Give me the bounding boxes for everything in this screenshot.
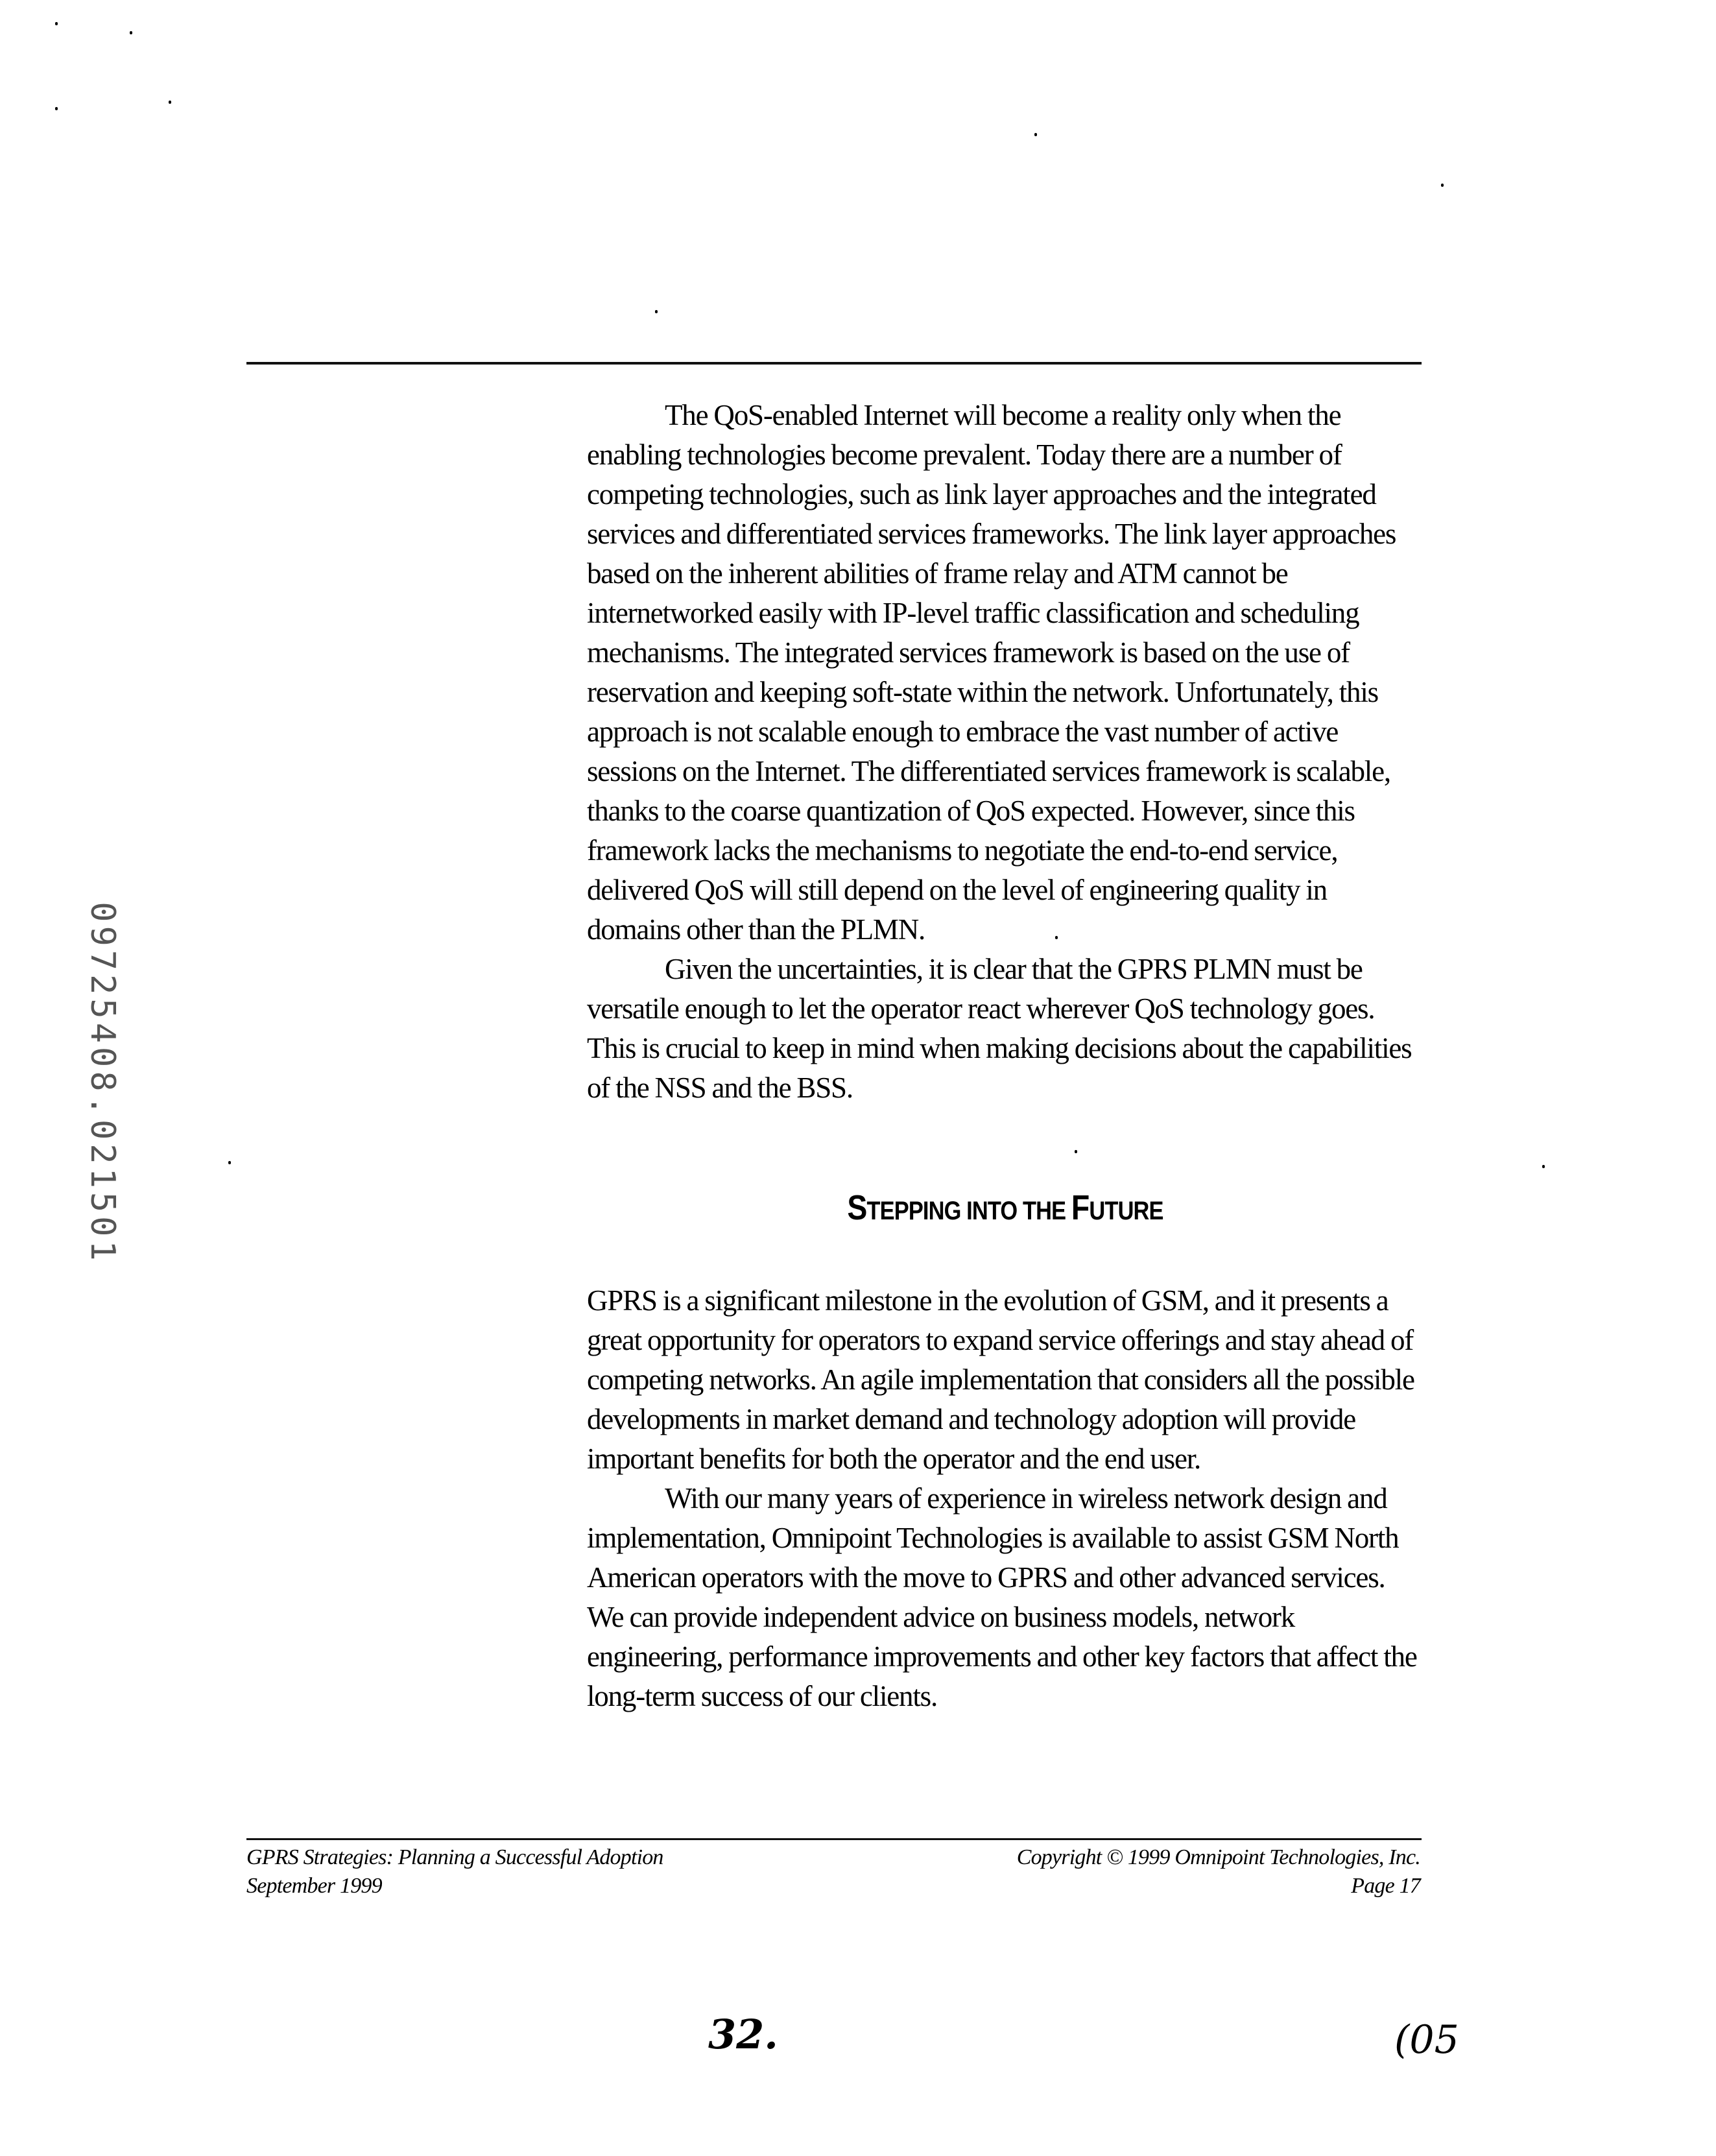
- body-text-top: [587, 396, 1424, 1108]
- footer-left: [246, 1843, 663, 1900]
- paragraph-qos-internet: The QoS-enabled Internet will become a reality only when the enabling technologies become prevalent. Today there are a number of competing technologies, such as link layer approaches and the integrated services and differentiated services frameworks. The link layer approaches based on the inherent abilities of frame relay and ATM cannot be internetworked easily with IP-level traffic classification and scheduling mechanisms. The integrated services framework is based on the use of reservation and keeping soft-state within the network. Unfortunately, this approach is not scalable enough to embrace the vast number of active sessions on the Internet. The differentiated services framework is scalable, thanks to the coarse quantization of QoS expected. However, since this framework lacks the mechanisms to negotiate the end-to-end service, delivered QoS will still depend on the level of engineering quality in domains other than the PLMN.: [587, 399, 1396, 946]
- footer-right: [1017, 1843, 1420, 1900]
- section-heading: [645, 1188, 1364, 1230]
- footer-page-number: Page 17: [1351, 1874, 1420, 1898]
- footer-copyright: Copyright © 1999 Omnipoint Technologies, Inc.: [1016, 1845, 1420, 1869]
- footer-document-title: GPRS Strategies: Planning a Successful Adoption: [246, 1845, 663, 1869]
- body-text-section: [587, 1281, 1424, 1716]
- heading-cap-s: S: [847, 1188, 867, 1227]
- footer-date: September 1999: [246, 1874, 382, 1898]
- scan-speck: [1075, 1150, 1077, 1153]
- scan-speck: [55, 22, 58, 25]
- stamp-number: 09725408.021501: [83, 902, 122, 1265]
- heading-text-1: TEPPING INTO THE: [866, 1197, 1071, 1225]
- handwritten-number-right: (05: [1394, 2017, 1459, 2063]
- paragraph-uncertainties: Given the uncertainties, it is clear that the GPRS PLMN must be versatile enough to let the operator react wherever QoS technology goes. This is crucial to keep in mind when making decisions about the capabilities of the NSS and the BSS.: [587, 953, 1412, 1104]
- scan-speck: [1034, 133, 1037, 136]
- handwritten-number-center: 32.: [708, 2011, 778, 2058]
- paragraph-omnipoint-experience: With our many years of experience in wireless network design and implementation, Omnipoint Technologies is available to assist GSM North American operators with the move to GPRS and other advanced services. We can provide independent advice on business models, network engineering, performance improvements and other key factors that affect the long-term success of our clients.: [587, 1482, 1417, 1712]
- scan-speck: [130, 31, 132, 34]
- footer-rule: [246, 1838, 1422, 1840]
- header-rule: [246, 362, 1422, 365]
- scan-speck: [655, 310, 658, 313]
- heading-cap-f: F: [1071, 1188, 1090, 1227]
- scan-speck: [1055, 936, 1058, 939]
- scan-speck: [228, 1161, 231, 1164]
- scan-speck: [169, 101, 171, 104]
- scan-speck: [1542, 1165, 1545, 1168]
- scan-speck: [55, 107, 58, 110]
- paragraph-gprs-milestone: GPRS is a significant milestone in the evolution of GSM, and it presents a great opportunity for operators to expand service offerings and stay ahead of competing networks. An agile implementation that considers all the possible developments in market demand and technology adoption will provide important benefits for both the operator and the end user.: [587, 1284, 1414, 1475]
- margin-bates-stamp: [77, 827, 128, 1339]
- scan-speck: [1441, 184, 1444, 187]
- heading-text-2: UTURE: [1089, 1197, 1163, 1225]
